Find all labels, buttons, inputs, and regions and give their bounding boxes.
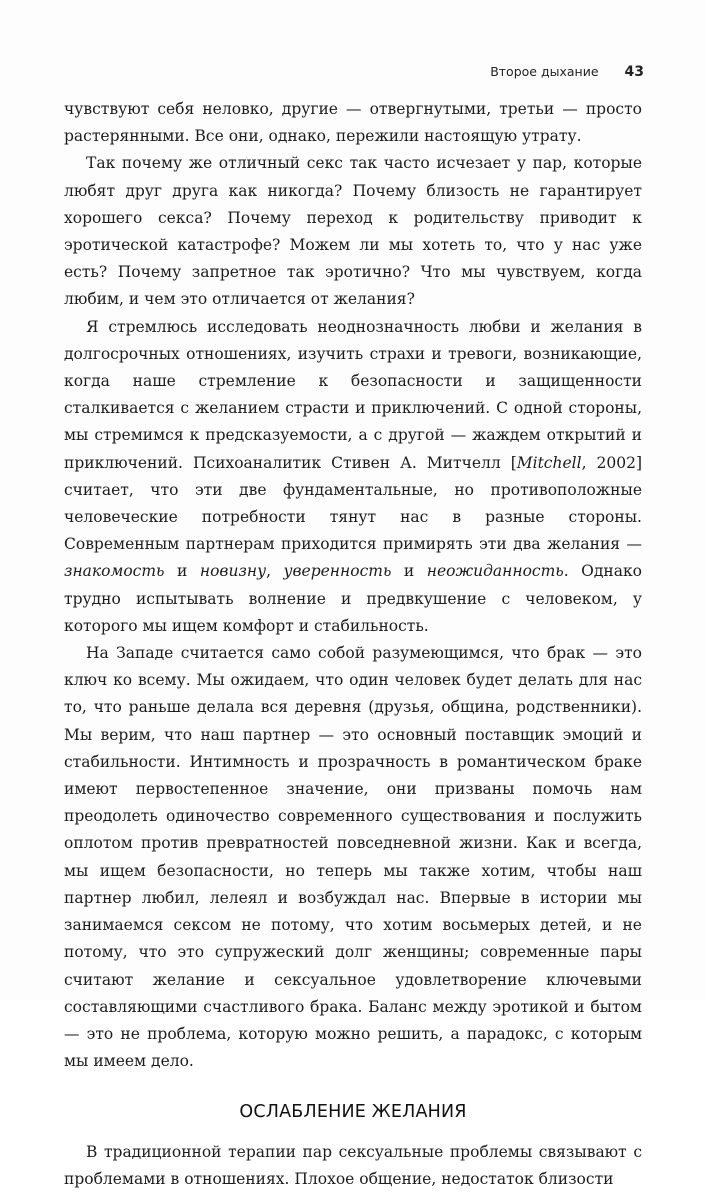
emphasis-surprise: неожиданность	[426, 562, 564, 581]
running-title: Второе дыхание	[490, 64, 599, 79]
body-text	[64, 96, 642, 1193]
section-heading: ОСЛАБЛЕНИЕ ЖЕЛАНИЯ	[239, 1102, 467, 1123]
running-header	[490, 64, 644, 80]
paragraph-1: чувствуют себя неловко, другие — отвергнутыми, третьи — просто растерянными. Все они, однако, пережили настоящую утрату.	[64, 100, 642, 146]
emphasis-certainty: уверенность	[283, 562, 392, 581]
page-number: 43	[624, 64, 644, 80]
emphasis-familiarity: знакомость	[64, 562, 165, 581]
paragraph-3-part-2: , 2002] считает, что эти две фундаментальные, но противоположные человеческие потребности тянут нас в разные стороны. Современным партнерам приходится примирять эти два желания —	[64, 453, 642, 554]
comma: ,	[266, 562, 284, 581]
emphasis-novelty: новизну	[199, 562, 267, 581]
conjunction: и	[164, 562, 200, 581]
paragraph-3	[64, 314, 642, 640]
paragraph-2: Так почему же отличный секс так часто исчезает у пар, которые любят друг друга как никогда? Почему близость не гарантирует хорошего секса? Почему переход к родительству приводит к эротической катастрофе? Можем ли мы хотеть то, что у нас уже есть? Почему запретное так эротично? Что мы чувствуем, когда любим, и чем это отличается от желания?	[64, 154, 642, 309]
paragraph-3-part-3: . Однако трудно испытывать волнение и предвкушение с человеком, у которого мы ищем комфорт и стабильность.	[64, 562, 643, 635]
conjunction: и	[391, 562, 427, 581]
paragraph-5: В традиционной терапии пар сексуальные проблемы связывают с проблемами в отношениях. Плохое общение, недостаток близости	[64, 1142, 642, 1188]
paragraph-3-part-1: Я стремлюсь исследовать неоднозначность любви и желания в долгосрочных отношениях, изучить страхи и тревоги, возникающие, когда наше стремление к безопасности и защищенности сталкивается с желанием страсти и приключений. С одной стороны, мы стремимся к предсказуемости, а с другой — жаждем открытий и приключений. Психоаналитик Стивен А. Митчелл [	[64, 317, 642, 472]
citation-author: Mitchell	[516, 453, 582, 472]
paragraph-4: На Западе считается само собой разумеющимся, что брак — это ключ ко всему. Мы ожидаем, что один человек будет делать для нас то, что раньше делала вся деревня (друзья, община, родственники). Мы верим, что наш партнер — это основный поставщик эмоций и стабильности. Интимность и прозрачность в романтическом браке имеют первостепенное значение, они призваны помочь нам преодолеть одиночество современного существования и послужить оплотом против превратностей повседневной жизни. Как и всегда, мы ищем безопасности, но теперь мы также хотим, чтобы наш партнер любил, лелеял и возбуждал нас. Впервые в истории мы занимаемся сексом не потому, что хотим восьмерых детей, и не потому, что это супружеский долг женщины; современные пары считают желание и сексуальное удовлетворение ключевыми составляющими счастливого брака. Баланс между эротикой и бытом — это не проблема, которую можно решить, а парадокс, с которым мы имеем дело.	[64, 644, 642, 1071]
